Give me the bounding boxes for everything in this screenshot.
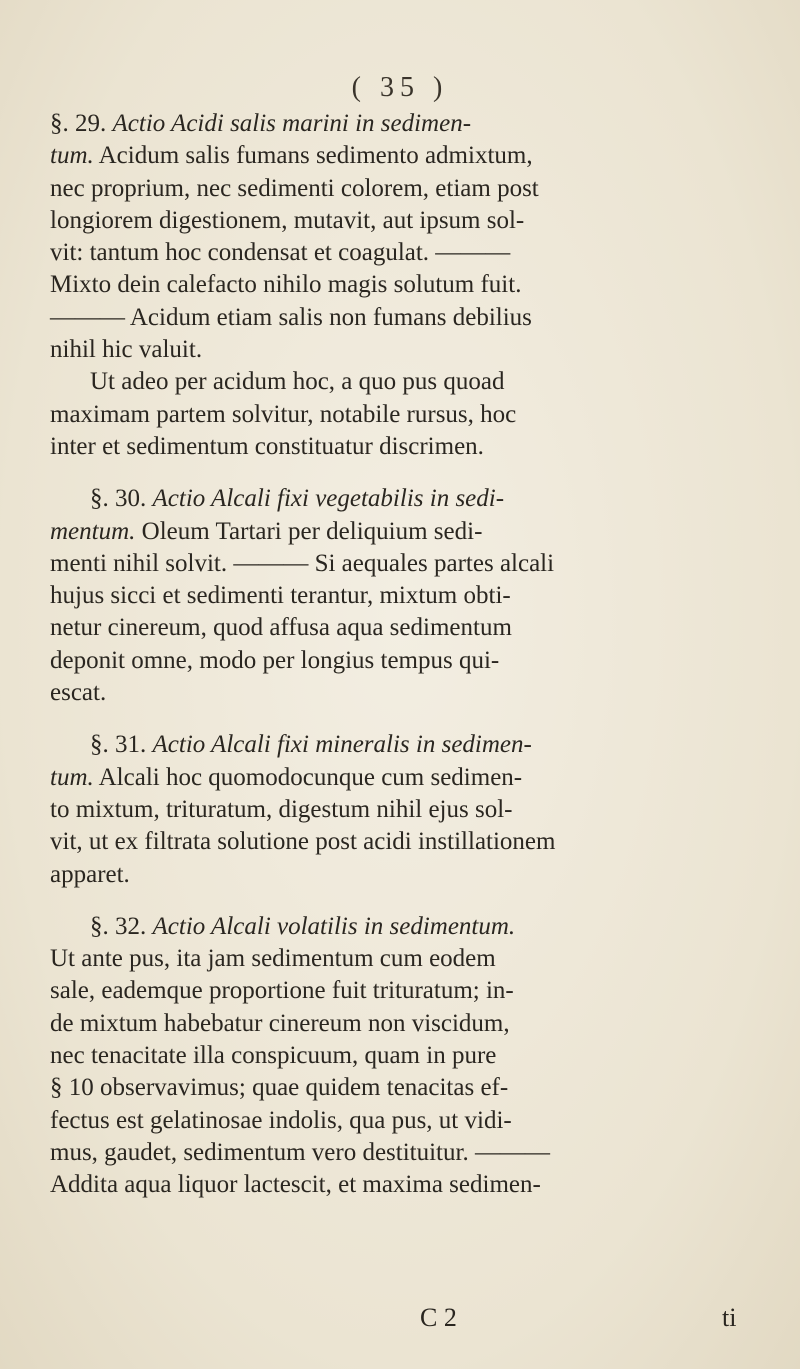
text-line — [50, 794, 755, 826]
text-body — [50, 108, 755, 1202]
line-text: nec proprium, nec sedimenti colorem, etiam post — [50, 174, 539, 202]
line-text: menti nihil solvit. ——— Si aequales partes alcali — [50, 549, 555, 577]
line-text: netur cinereum, quod affusa aqua sedimentum — [50, 614, 512, 642]
text-line — [50, 399, 755, 431]
line-text: fectus est gelatinosae indolis, qua pus, ut vidi- — [50, 1106, 512, 1134]
text-line — [50, 334, 755, 366]
section-heading: Actio Alcali fixi mineralis in sedimen- — [152, 731, 532, 759]
line-text: Ut ante pus, ita jam sedimentum cum eodem — [50, 945, 496, 973]
section-number: §. 32. — [90, 912, 153, 940]
text-line — [50, 975, 755, 1007]
section-heading: Actio Acidi salis marini in sedimen- — [112, 110, 472, 137]
line-text: vit: tantum hoc condensat et coagulat. ——— — [50, 239, 511, 267]
catchword: ti — [722, 1303, 737, 1332]
line-text: mus, gaudet, sedimentum vero destituitur. ——— — [50, 1138, 550, 1166]
section-gap — [50, 891, 755, 911]
section-heading: Actio Alcali volatilis in sedimentum. — [152, 912, 516, 940]
section-heading: Actio Alcali fixi vegetabilis in sedi- — [152, 485, 505, 513]
text-line — [50, 762, 755, 794]
line-text: Ut adeo per acidum hoc, a quo pus quoad — [90, 368, 505, 396]
section-heading: tum. — [50, 142, 94, 170]
line-text: to mixtum, trituratum, digestum nihil ejus sol- — [50, 795, 513, 823]
section-number: §. 29. — [50, 110, 113, 137]
text-line — [50, 911, 755, 943]
section-s32 — [50, 911, 755, 1202]
line-text: inter et sedimentum constituatur discrimen. — [50, 432, 484, 460]
line-text: Addita aqua liquor lactescit, et maxima sedimen- — [50, 1171, 541, 1199]
text-line — [50, 302, 755, 334]
section-gap — [50, 709, 755, 729]
text-line — [50, 205, 755, 237]
text-line — [50, 826, 755, 858]
line-text: escat. — [50, 679, 107, 707]
text-line — [50, 645, 755, 677]
text-line — [50, 1008, 755, 1040]
line-text: Alcali hoc quomodocunque cum sedimen- — [93, 763, 523, 791]
section-number: §. 30. — [90, 485, 153, 513]
text-line — [50, 366, 755, 398]
line-text: nihil hic valuit. — [50, 336, 203, 364]
text-line — [50, 516, 755, 548]
text-line — [50, 1137, 755, 1169]
text-line — [50, 943, 755, 975]
text-line — [50, 108, 755, 140]
text-line — [50, 173, 755, 205]
text-line — [50, 431, 755, 463]
text-line — [50, 237, 755, 269]
text-line — [50, 612, 755, 644]
section-heading: tum. — [50, 763, 94, 791]
text-line — [50, 269, 755, 301]
line-text: Oleum Tartari per deliquium sedi- — [135, 517, 483, 545]
line-text: vit, ut ex filtrata solutione post acidi instillationem — [50, 828, 556, 856]
line-text: sale, eademque proportione fuit trituratum; in- — [50, 977, 514, 1005]
line-text: longiorem digestionem, mutavit, aut ipsum sol- — [50, 206, 525, 234]
section-s31 — [50, 729, 755, 890]
text-line — [50, 1105, 755, 1137]
line-text: nec tenacitate illa conspicuum, quam in pure — [50, 1042, 497, 1070]
text-line — [50, 1072, 755, 1104]
text-line — [50, 859, 755, 891]
line-text: de mixtum habebatur cinereum non viscidum, — [50, 1009, 510, 1037]
text-line — [50, 1169, 755, 1201]
line-text: deponit omne, modo per longius tempus qui- — [50, 646, 500, 674]
text-line — [50, 677, 755, 709]
text-line — [50, 729, 755, 761]
section-s29 — [50, 108, 755, 463]
line-text: maximam partem solvitur, notabile rursus, hoc — [50, 400, 517, 428]
line-text: Mixto dein calefacto nihilo magis solutum fuit. — [50, 271, 522, 299]
signature-mark: C 2 — [420, 1303, 457, 1332]
section-heading: mentum. — [50, 517, 136, 545]
text-line — [50, 548, 755, 580]
text-line — [50, 483, 755, 515]
line-text: § 10 observavimus; quae quidem tenacitas ef- — [50, 1074, 509, 1102]
section-s30 — [50, 483, 755, 709]
text-line — [50, 140, 755, 172]
text-line — [50, 580, 755, 612]
line-text: Acidum salis fumans sedimento admixtum, — [93, 142, 533, 170]
page-number: ( 35 ) — [351, 72, 449, 103]
section-number: §. 31. — [90, 731, 153, 759]
line-text: apparet. — [50, 860, 130, 888]
page-footer — [0, 1303, 800, 1337]
line-text: ——— Acidum etiam salis non fumans debilius — [50, 303, 532, 331]
text-line — [50, 1040, 755, 1072]
line-text: hujus sicci et sedimenti terantur, mixtum obti- — [50, 582, 511, 610]
section-gap — [50, 463, 755, 483]
